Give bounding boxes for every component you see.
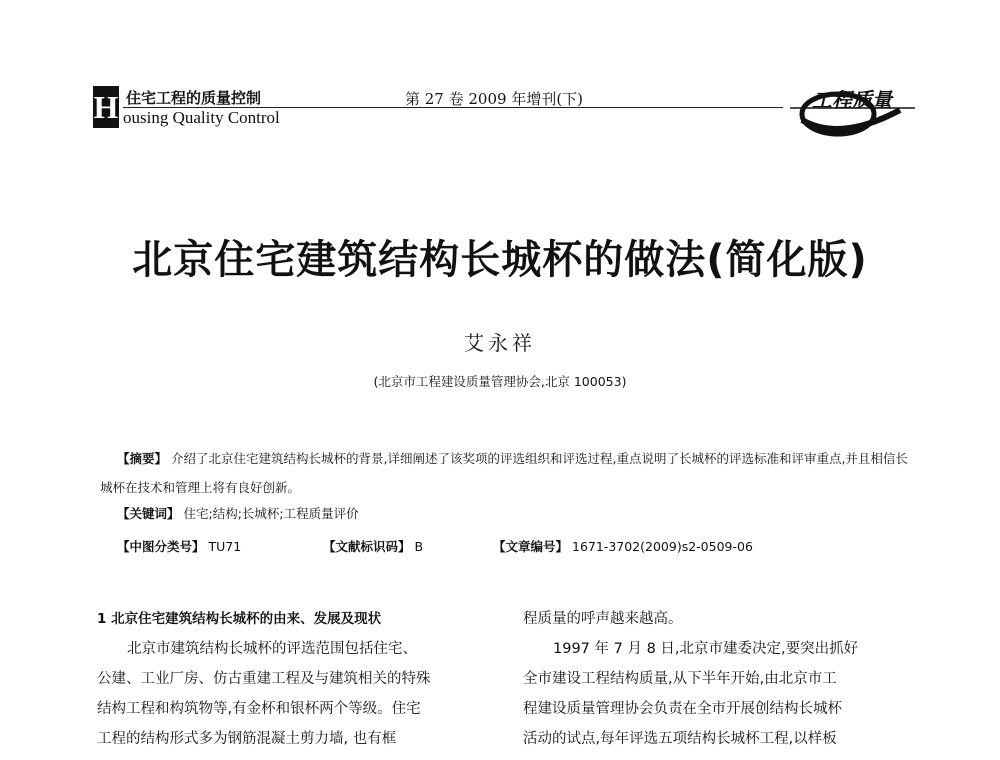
logo-text: 工程质量 <box>812 88 892 112</box>
article-number-label: 【文章编号】 <box>493 539 569 554</box>
body-line: 北京市建筑结构长城杯的评选范围包括住宅、 <box>127 641 417 657</box>
article-author: 艾永祥 <box>464 331 536 355</box>
article-title: 北京住宅建筑结构长城杯的做法(简化版) <box>132 237 868 283</box>
journal-title-en: ousing Quality Control <box>123 108 280 127</box>
journal-logo <box>790 80 920 138</box>
abstract-text: 介绍了北京住宅建筑结构长城杯的背景,详细阐述了该奖项的评选组织和评选过程,重点说明了长城杯的评选标准和评审重点,并且相信长城杯在技术和管理上将有良好创新。 <box>100 451 908 495</box>
body-left-column <box>97 604 497 754</box>
abstract <box>100 444 910 502</box>
article-number <box>493 537 753 555</box>
section-heading: 1 北京住宅建筑结构长城杯的由来、发展及现状 <box>97 611 382 627</box>
document-code <box>323 537 423 555</box>
body-line: 活动的试点,每年评选五项结构长城杯工程,以样板 <box>523 731 837 747</box>
clc-number <box>117 537 241 555</box>
keywords <box>117 504 359 522</box>
journal-initial: H <box>93 86 119 128</box>
journal-title-cn: 住宅工程的质量控制 <box>126 89 262 107</box>
document-code-value: B <box>414 539 424 554</box>
document-code-label: 【文献标识码】 <box>323 539 411 554</box>
keywords-text: 住宅;结构;长城杯;工程质量评价 <box>183 506 359 521</box>
body-line: 程质量的呼声越来越高。 <box>523 611 683 627</box>
body-line: 公建、工业厂房、仿古重建工程及与建筑相关的特殊 <box>97 671 431 687</box>
body-line: 工程的结构形式多为钢筋混凝土剪力墙, 也有框 <box>97 731 397 747</box>
abstract-label: 【摘要】 <box>117 451 168 466</box>
body-line: 程建设质量管理协会负责在全市开展创结构长城杯 <box>523 701 842 717</box>
issue-info: 第 27 卷 2009 年增刊(下) <box>405 90 584 108</box>
body-line: 结构工程和构筑物等,有金杯和银杯两个等级。住宅 <box>97 701 421 717</box>
body-line: 全市建设工程结构质量,从下半年开始,由北京市工 <box>523 671 837 687</box>
article-number-value: 1671-3702(2009)s2-0509-06 <box>572 539 753 554</box>
body-right-column <box>523 604 923 754</box>
clc-label: 【中图分类号】 <box>117 539 205 554</box>
body-line: 1997 年 7 月 8 日,北京市建委决定,要突出抓好 <box>553 641 859 657</box>
keywords-label: 【关键词】 <box>117 506 180 521</box>
author-affiliation: (北京市工程建设质量管理协会,北京 100053) <box>373 374 627 389</box>
clc-value: TU71 <box>208 539 242 554</box>
